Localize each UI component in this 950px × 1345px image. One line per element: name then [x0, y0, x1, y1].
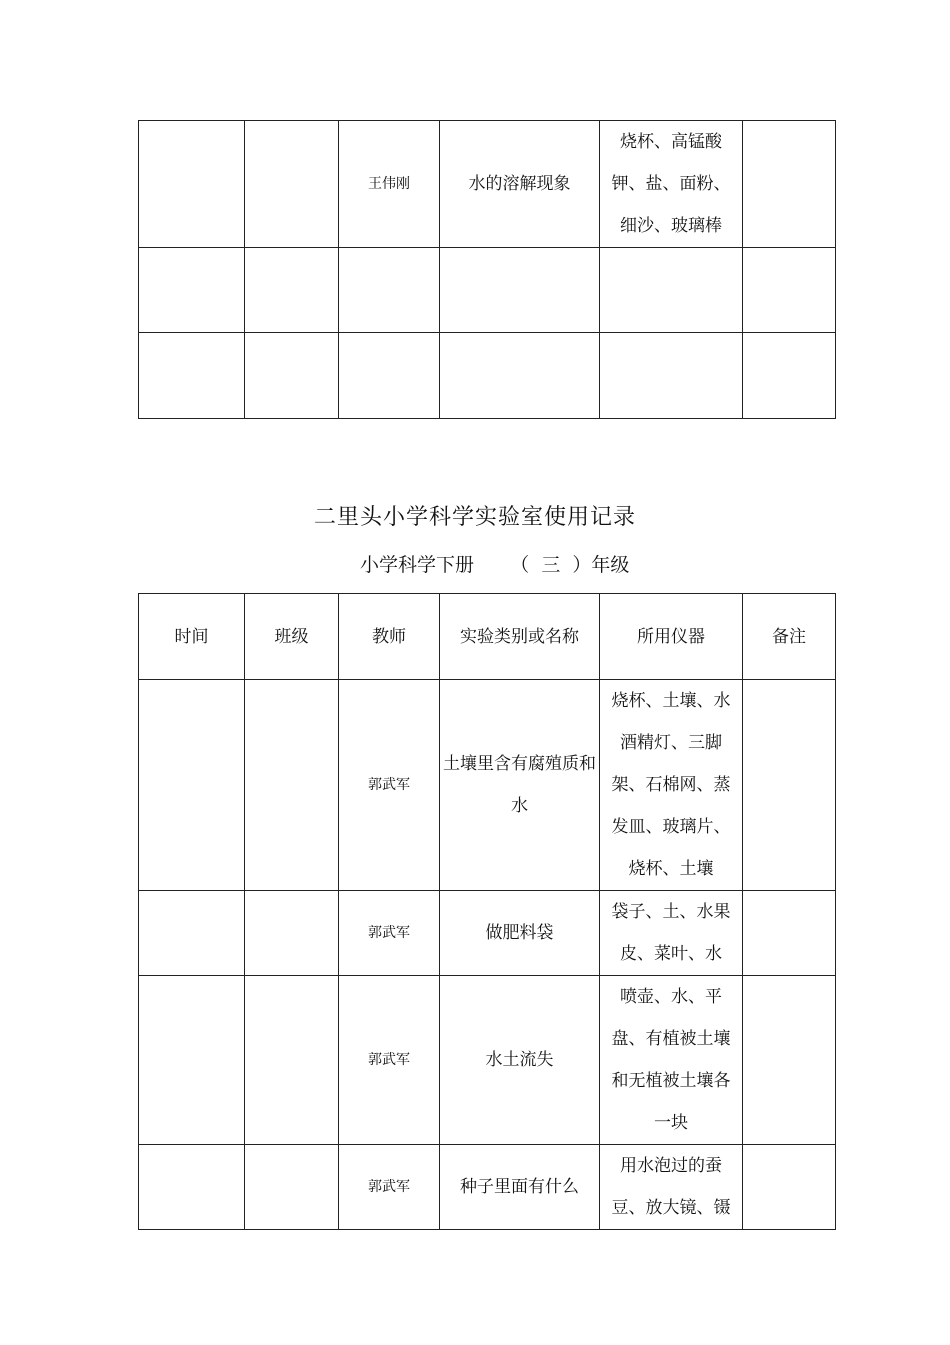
table-row — [139, 680, 836, 891]
equipment-cell: 烧杯、土壤、水酒精灯、三脚架、石棉网、蒸发皿、玻璃片、烧杯、土壤 — [600, 680, 743, 891]
subtitle-book: 小学科学下册 — [360, 554, 475, 576]
table-row — [139, 976, 836, 1145]
remark-cell — [743, 333, 836, 419]
teacher-cell: 王伟刚 — [339, 121, 440, 248]
remark-cell — [743, 248, 836, 333]
equipment-cell: 烧杯、高锰酸钾、盐、面粉、细沙、玻璃棒 — [600, 121, 743, 248]
header-class: 班级 — [245, 594, 339, 680]
time-cell — [139, 248, 245, 333]
experiment-cell: 做肥料袋 — [440, 891, 600, 976]
table-row — [139, 1145, 836, 1230]
header-remark: 备注 — [743, 594, 836, 680]
remark-cell — [743, 680, 836, 891]
time-cell — [139, 891, 245, 976]
header-experiment: 实验类别或名称 — [440, 594, 600, 680]
experiment-cell — [440, 248, 600, 333]
time-cell — [139, 1145, 245, 1230]
experiment-cell: 水的溶解现象 — [440, 121, 600, 248]
class-cell — [245, 976, 339, 1145]
equipment-cell: 喷壶、水、平盘、有植被土壤和无植被土壤各一块 — [600, 976, 743, 1145]
table-row — [139, 891, 836, 976]
header-equipment: 所用仪器 — [600, 594, 743, 680]
header-time: 时间 — [139, 594, 245, 680]
equipment-cell — [600, 248, 743, 333]
remark-cell — [743, 1145, 836, 1230]
remark-cell — [743, 121, 836, 248]
equipment-cell: 用水泡过的蚕豆、放大镜、镊 — [600, 1145, 743, 1230]
teacher-cell: 郭武军 — [339, 1145, 440, 1230]
page-subtitle — [360, 550, 629, 577]
table-header-row — [139, 594, 836, 680]
top-record-table — [138, 120, 836, 419]
page-title: 二里头小学科学实验室使用记录 — [313, 505, 636, 530]
subtitle-grade: （ 三 ）年级 — [510, 554, 630, 576]
time-cell — [139, 121, 245, 248]
equipment-cell — [600, 333, 743, 419]
time-cell — [139, 680, 245, 891]
class-cell — [245, 121, 339, 248]
remark-cell — [743, 976, 836, 1145]
class-cell — [245, 680, 339, 891]
table-row — [139, 333, 836, 419]
lab-usage-table — [138, 593, 836, 1230]
class-cell — [245, 248, 339, 333]
teacher-cell: 郭武军 — [339, 976, 440, 1145]
experiment-cell: 种子里面有什么 — [440, 1145, 600, 1230]
experiment-cell: 水土流失 — [440, 976, 600, 1145]
teacher-cell — [339, 248, 440, 333]
class-cell — [245, 333, 339, 419]
teacher-cell — [339, 333, 440, 419]
equipment-cell: 袋子、土、水果皮、菜叶、水 — [600, 891, 743, 976]
class-cell — [245, 1145, 339, 1230]
experiment-cell: 土壤里含有腐殖质和水 — [440, 680, 600, 891]
table-row — [139, 121, 836, 248]
class-cell — [245, 891, 339, 976]
time-cell — [139, 976, 245, 1145]
teacher-cell: 郭武军 — [339, 891, 440, 976]
teacher-cell: 郭武军 — [339, 680, 440, 891]
table-row — [139, 248, 836, 333]
experiment-cell — [440, 333, 600, 419]
header-teacher: 教师 — [339, 594, 440, 680]
time-cell — [139, 333, 245, 419]
remark-cell — [743, 891, 836, 976]
